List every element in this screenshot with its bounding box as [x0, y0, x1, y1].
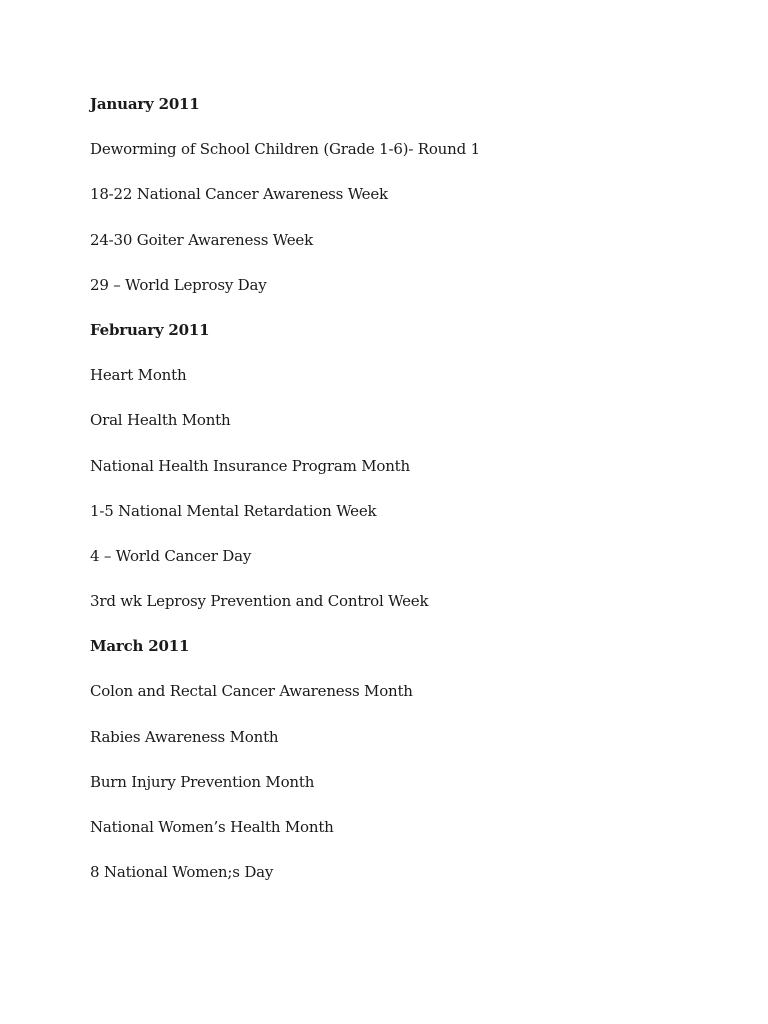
- list-item: Rabies Awareness Month: [90, 727, 279, 746]
- list-item: 24-30 Goiter Awareness Week: [90, 230, 313, 249]
- list-item: 1-5 National Mental Retardation Week: [90, 501, 377, 520]
- list-item: 18-22 National Cancer Awareness Week: [90, 185, 388, 204]
- list-item: 3rd wk Leprosy Prevention and Control Week: [90, 592, 429, 611]
- month-heading-march: March 2011: [90, 637, 190, 656]
- list-item: 8 National Women;s Day: [90, 863, 274, 882]
- list-item: Deworming of School Children (Grade 1-6)- Round 1: [90, 140, 480, 159]
- list-item: Heart Month: [90, 366, 187, 385]
- document-body: [90, 94, 710, 907]
- list-item: 29 – World Leprosy Day: [90, 275, 267, 294]
- list-item: Oral Health Month: [90, 411, 231, 430]
- list-item: National Women’s Health Month: [90, 818, 334, 836]
- month-heading-february: February 2011: [90, 320, 210, 339]
- list-item: Burn Injury Prevention Month: [90, 772, 315, 791]
- list-item: Colon and Rectal Cancer Awareness Month: [90, 682, 413, 701]
- list-item: 4 – World Cancer Day: [90, 546, 252, 565]
- list-item: National Health Insurance Program Month: [90, 456, 410, 475]
- month-heading-january: January 2011: [90, 95, 200, 113]
